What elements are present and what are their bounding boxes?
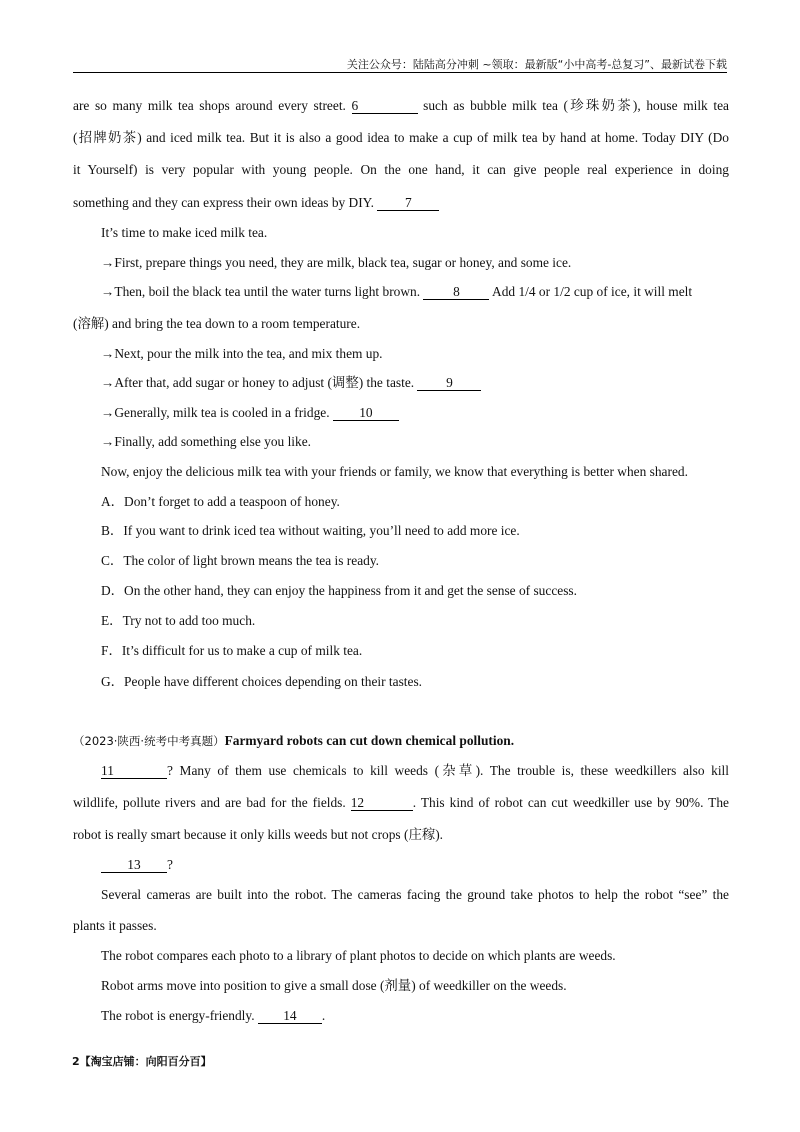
answer-blank-10[interactable]: 10 bbox=[333, 405, 399, 421]
answer-blank-11[interactable]: 11 bbox=[101, 763, 167, 779]
step-line: →First, prepare things you need, they are milk, black tea, sugar or honey, and some ice. bbox=[101, 255, 572, 270]
passage-title bbox=[73, 731, 729, 751]
shop-label: 【淘宝店铺：向阳百分百】 bbox=[79, 1055, 212, 1068]
page-header: 关注公众号：陆陆高分冲刺 ~领取：最新版“小中高考-总复习”、最新试卷下载 bbox=[346, 58, 727, 71]
passage-line: It’s time to make iced milk tea. bbox=[101, 225, 268, 240]
step-line: Now, enjoy the delicious milk tea with your friends or family, we know that everything is better when shared. bbox=[101, 464, 688, 479]
passage-line: The robot is energy-friendly. 14 . bbox=[101, 1008, 326, 1023]
step-line: →Next, pour the milk into the tea, and mix them up. bbox=[101, 346, 383, 361]
step-line: →Generally, milk tea is cooled in a fridge. 10 bbox=[101, 403, 729, 423]
passage-line: Several cameras are built into the robot. The cameras facing the ground take photos to help the robot “see” the bbox=[101, 887, 729, 902]
passage-line: 13 ? bbox=[101, 855, 729, 875]
option-d: D．On the other hand, they can enjoy the happiness from it and get the sense of success. bbox=[101, 583, 577, 598]
option-c: C．The color of light brown means the tea is ready. bbox=[101, 553, 380, 568]
option-f: F．It’s difficult for us to make a cup of milk tea. bbox=[101, 643, 363, 658]
passage-line: (招牌奶茶) and iced milk tea. But it is also a good idea to make a cup of milk tea by hand at home. Today DIY (Do bbox=[73, 130, 729, 145]
answer-blank-13[interactable]: 13 bbox=[101, 857, 167, 873]
answer-blank-7[interactable]: 7 bbox=[377, 195, 439, 211]
step-line: →Then, boil the black tea until the water turns light brown. 8 Add 1/4 or 1/2 cup of ice, it will melt bbox=[101, 284, 693, 299]
passage-line: something and they can express their own ideas by DIY. 7 bbox=[73, 193, 729, 213]
step-line: →After that, add sugar or honey to adjust (调整) the taste. 9 bbox=[101, 373, 729, 393]
option-a: A．Don’t forget to add a teaspoon of honey. bbox=[101, 494, 340, 509]
page-footer bbox=[72, 1053, 212, 1069]
passage-line: are so many milk tea shops around every street. 6 such as bubble milk tea (珍珠奶茶), house milk tea bbox=[73, 98, 729, 113]
option-b: B．If you want to drink iced tea without waiting, you’ll need to add more ice. bbox=[101, 523, 520, 538]
title-text: Farmyard robots can cut down chemical pollution. bbox=[224, 733, 515, 748]
source-label: （2023·陕西·统考中考真题） bbox=[73, 734, 225, 748]
option-e: E．Try not to add too much. bbox=[101, 613, 256, 628]
option-g: G．People have different choices depending on their tastes. bbox=[101, 674, 423, 689]
step-line: (溶解) and bring the tea down to a room temperature. bbox=[73, 316, 361, 331]
header-divider bbox=[73, 72, 727, 73]
answer-blank-14[interactable]: 14 bbox=[258, 1008, 322, 1024]
page-number: 2 bbox=[72, 1055, 80, 1068]
passage-line: robot is really smart because it only kills weeds but not crops (庄稼). bbox=[73, 827, 444, 842]
passage-line: The robot compares each photo to a library of plant photos to decide on which plants are weeds. bbox=[101, 948, 616, 963]
passage-line: it Yourself) is very popular with young people. On the one hand, it can give people real experience in doing bbox=[73, 162, 729, 177]
answer-blank-9[interactable]: 9 bbox=[417, 375, 481, 391]
passage-line: 11 ? Many of them use chemicals to kill weeds (杂草). The trouble is, these weedkillers also kill bbox=[101, 763, 729, 778]
passage-line: Robot arms move into position to give a small dose (剂量) of weedkiller on the weeds. bbox=[101, 978, 567, 993]
passage-line: plants it passes. bbox=[73, 918, 157, 933]
answer-blank-6[interactable]: 6 bbox=[352, 98, 418, 114]
passage-line: wildlife, pollute rivers and are bad for the fields. 12 . This kind of robot can cut weedkiller use by 90%. The bbox=[73, 795, 730, 810]
step-line: →Finally, add something else you like. bbox=[101, 434, 312, 449]
answer-blank-8[interactable]: 8 bbox=[423, 284, 489, 300]
answer-blank-12[interactable]: 12 bbox=[351, 795, 413, 811]
